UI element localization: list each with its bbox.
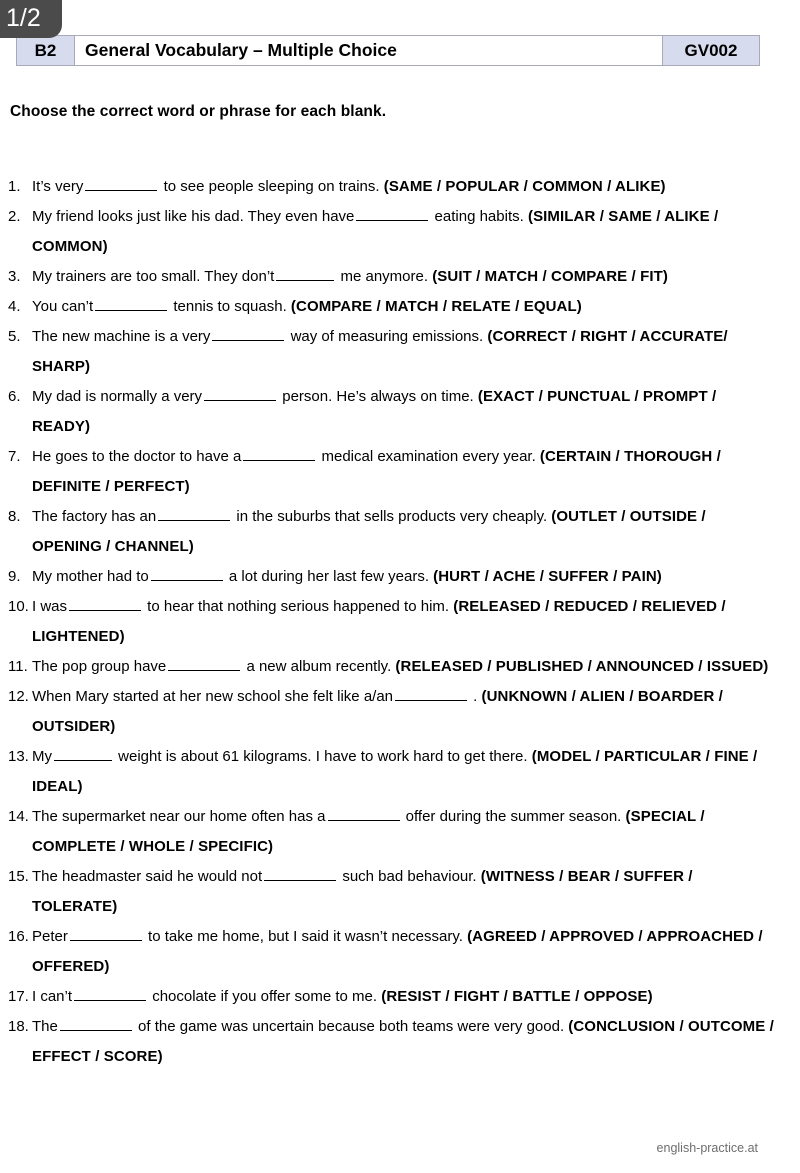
question-number: 18. — [8, 1018, 29, 1035]
question-body — [32, 382, 778, 442]
question-prefix-text: I was — [32, 598, 68, 615]
question-item — [8, 262, 778, 292]
question-item — [8, 742, 778, 802]
answer-options: (CORRECT / RIGHT / ACCURATE/ SHARP) — [32, 328, 728, 375]
question-number: 9. — [8, 568, 21, 585]
question-prefix-text: My dad is normally a very — [32, 388, 203, 405]
question-item — [8, 502, 778, 562]
question-suffix-text: medical examination every year. — [317, 448, 540, 465]
answer-blank[interactable] — [212, 327, 284, 341]
question-number: 16. — [8, 928, 29, 945]
answer-options: (SPECIAL / COMPLETE / WHOLE / SPECIFIC) — [32, 808, 705, 855]
question-item — [8, 1012, 778, 1072]
question-item — [8, 982, 778, 1012]
answer-options: (RELEASED / REDUCED / RELIEVED / LIGHTENED) — [32, 598, 726, 645]
question-item — [8, 202, 778, 262]
question-number: 7. — [8, 448, 21, 465]
question-suffix-text: person. He’s always on time. — [278, 388, 478, 405]
answer-options: (WITNESS / BEAR / SUFFER / TOLERATE) — [32, 868, 693, 915]
answer-options: (OUTLET / OUTSIDE / OPENING / CHANNEL) — [32, 508, 706, 555]
question-item — [8, 862, 778, 922]
answer-options: (CERTAIN / THOROUGH / DEFINITE / PERFECT) — [32, 448, 721, 495]
question-suffix-text: way of measuring emissions. — [286, 328, 488, 345]
answer-blank[interactable] — [243, 447, 315, 461]
question-suffix-text: a new album recently. — [242, 658, 396, 675]
question-suffix-text: offer during the summer season. — [401, 808, 626, 825]
question-suffix-text: to hear that nothing serious happened to him. — [143, 598, 454, 615]
question-body — [32, 862, 778, 922]
question-body — [32, 292, 778, 322]
question-suffix-text: such bad behaviour. — [338, 868, 481, 885]
answer-blank[interactable] — [85, 177, 157, 191]
question-body — [32, 562, 778, 592]
answer-blank[interactable] — [60, 1017, 132, 1031]
question-suffix-text: in the suburbs that sells products very cheaply. — [232, 508, 552, 525]
question-suffix-text: me anymore. — [336, 268, 433, 285]
question-suffix-text: to see people sleeping on trains. — [159, 178, 384, 195]
instruction-text: Choose the correct word or phrase for each blank. — [10, 103, 387, 120]
question-prefix-text: The headmaster said he would not — [32, 868, 263, 885]
question-suffix-text: tennis to squash. — [169, 298, 291, 315]
answer-options: (SAME / POPULAR / COMMON / ALIKE) — [383, 178, 666, 195]
answer-options: (SIMILAR / SAME / ALIKE / COMMON) — [32, 208, 719, 255]
question-suffix-text: to take me home, but I said it wasn’t necessary. — [143, 928, 468, 945]
answer-blank[interactable] — [168, 657, 240, 671]
answer-blank[interactable] — [356, 207, 428, 221]
question-body — [32, 202, 778, 262]
answer-blank[interactable] — [158, 507, 230, 521]
question-number: 2. — [8, 208, 21, 225]
question-number: 8. — [8, 508, 21, 525]
question-item — [8, 802, 778, 862]
question-number: 10. — [8, 598, 29, 615]
question-prefix-text: My friend looks just like his dad. They even have — [32, 208, 355, 225]
question-body — [32, 322, 778, 382]
answer-blank[interactable] — [70, 927, 142, 941]
question-number: 17. — [8, 988, 29, 1005]
question-body — [32, 592, 778, 652]
question-number: 14. — [8, 808, 29, 825]
answer-options: (COMPARE / MATCH / RELATE / EQUAL) — [290, 298, 582, 315]
footer-site-label: english-practice.at — [656, 1141, 758, 1155]
answer-options: (AGREED / APPROVED / APPROACHED / OFFERED) — [32, 928, 763, 975]
answer-blank[interactable] — [95, 297, 167, 311]
question-prefix-text: My trainers are too small. They don’t — [32, 268, 275, 285]
worksheet-header-bar — [16, 35, 760, 66]
question-prefix-text: You can’t — [32, 298, 94, 315]
worksheet-code-badge: GV002 — [663, 36, 759, 65]
question-item — [8, 922, 778, 982]
question-item — [8, 592, 778, 652]
question-body — [32, 442, 778, 502]
question-number: 1. — [8, 178, 21, 195]
question-number: 6. — [8, 388, 21, 405]
answer-options: (MODEL / PARTICULAR / FINE / IDEAL) — [32, 748, 758, 795]
question-item — [8, 382, 778, 442]
level-badge: B2 — [17, 36, 75, 65]
answer-options: (RELEASED / PUBLISHED / ANNOUNCED / ISSUED) — [395, 658, 769, 675]
question-item — [8, 322, 778, 382]
question-prefix-text: My — [32, 748, 52, 765]
answer-options: (UNKNOWN / ALIEN / BOARDER / OUTSIDER) — [32, 688, 723, 735]
question-list — [8, 172, 778, 1072]
answer-blank[interactable] — [204, 387, 276, 401]
answer-blank[interactable] — [151, 567, 223, 581]
question-body — [32, 922, 778, 982]
question-suffix-text: weight is about 61 kilograms. I have to work hard to get there. — [114, 748, 532, 765]
question-prefix-text: Peter — [32, 928, 68, 945]
question-prefix-text: My mother had to — [32, 568, 149, 585]
question-body — [32, 502, 778, 562]
question-item — [8, 442, 778, 502]
question-item — [8, 682, 778, 742]
question-item — [8, 562, 778, 592]
question-item — [8, 292, 778, 322]
question-suffix-text: of the game was uncertain because both teams were very good. — [133, 1018, 569, 1035]
question-prefix-text: It’s very — [32, 178, 84, 195]
answer-options: (RESIST / FIGHT / BATTLE / OPPOSE) — [381, 988, 653, 1005]
question-body — [32, 742, 778, 802]
question-body — [32, 172, 778, 202]
answer-blank[interactable] — [276, 267, 334, 281]
question-number: 15. — [8, 868, 29, 885]
question-number: 11. — [8, 658, 28, 675]
question-item — [8, 172, 778, 202]
question-prefix-text: He goes to the doctor to have a — [32, 448, 242, 465]
question-body — [32, 1012, 778, 1072]
question-prefix-text: I can’t — [32, 988, 73, 1005]
question-body — [32, 262, 778, 292]
question-number: 5. — [8, 328, 21, 345]
question-prefix-text: The factory has an — [32, 508, 157, 525]
worksheet-title: General Vocabulary – Multiple Choice — [75, 36, 663, 65]
question-suffix-text: . — [469, 688, 482, 705]
question-prefix-text: The supermarket near our home often has a — [32, 808, 326, 825]
question-prefix-text: The new machine is a very — [32, 328, 211, 345]
question-suffix-text: chocolate if you offer some to me. — [148, 988, 382, 1005]
question-number: 13. — [8, 748, 29, 765]
answer-blank[interactable] — [264, 867, 336, 881]
question-prefix-text: The — [32, 1018, 58, 1035]
answer-blank[interactable] — [54, 747, 112, 761]
page-number-tab: 1/2 — [0, 0, 62, 38]
answer-options: (HURT / ACHE / SUFFER / PAIN) — [433, 568, 662, 585]
answer-blank[interactable] — [69, 597, 141, 611]
question-body — [32, 652, 778, 682]
question-number: 12. — [8, 688, 29, 705]
answer-options: (CONCLUSION / OUTCOME / EFFECT / SCORE) — [32, 1018, 774, 1065]
answer-blank[interactable] — [328, 807, 400, 821]
question-number: 4. — [8, 298, 21, 315]
question-suffix-text: eating habits. — [430, 208, 528, 225]
answer-options: (EXACT / PUNCTUAL / PROMPT / READY) — [32, 388, 717, 435]
question-suffix-text: a lot during her last few years. — [224, 568, 434, 585]
question-body — [32, 682, 778, 742]
answer-blank[interactable] — [74, 987, 146, 1001]
question-prefix-text: When Mary started at her new school she felt like a/an — [32, 688, 394, 705]
question-prefix-text: The pop group have — [32, 658, 167, 675]
question-number: 3. — [8, 268, 21, 285]
answer-blank[interactable] — [395, 687, 467, 701]
question-body — [32, 802, 778, 862]
answer-options: (SUIT / MATCH / COMPARE / FIT) — [432, 268, 668, 285]
question-item — [8, 652, 778, 682]
question-body — [32, 982, 778, 1012]
